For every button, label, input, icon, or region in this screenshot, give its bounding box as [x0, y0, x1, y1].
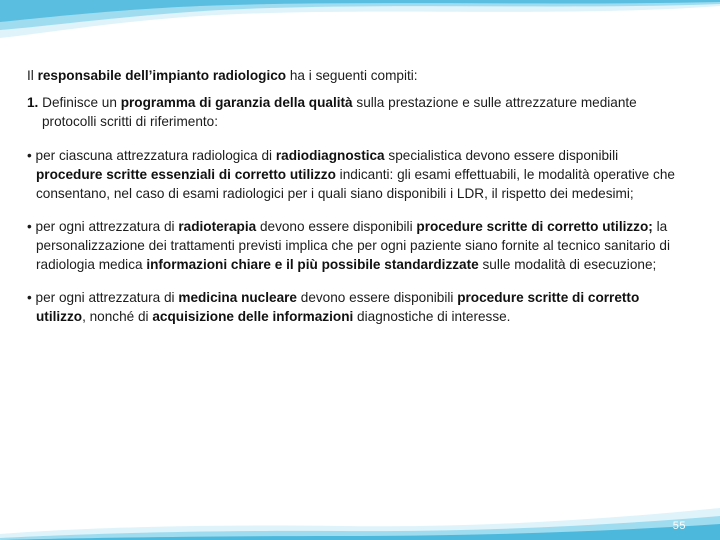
bullet-radioterapia: [27, 217, 677, 274]
bullet-medicina-nucleare: [27, 288, 677, 326]
point-bold-1: programma di garanzia della qualità: [120, 95, 353, 110]
bullet-marker: •: [27, 148, 32, 163]
intro-paragraph: [27, 66, 677, 85]
point-number: 1.: [27, 95, 39, 110]
bullet-marker: •: [27, 290, 32, 305]
bullet-text: indicanti: gli esami effettuabili, le modalità operative che consentano, nel caso di esami radiologici per i quali siano disponibili i LDR, il rispetto dei medesimi;: [36, 167, 675, 201]
point-text-2: sulla prestazione e sulle attrezzature mediante protocolli scritti di riferimento:: [42, 95, 637, 129]
bullet-bold: procedure scritte essenziali di corretto utilizzo: [36, 167, 336, 182]
slide-body: [27, 66, 677, 340]
intro-text-end: ha i seguenti compiti:: [286, 68, 418, 83]
bullet-text: per ogni attrezzatura di: [31, 219, 179, 234]
bullet-text: diagnostiche di interesse.: [353, 309, 511, 324]
bullet-bold: acquisizione delle informazioni: [152, 309, 354, 324]
bullet-marker: •: [27, 219, 32, 234]
bullet-text: devono essere disponibili: [296, 290, 458, 305]
page-number: 55: [672, 520, 686, 532]
bullet-text: specialistica devono essere disponibili: [384, 148, 619, 163]
bullet-text: per ciascuna attrezzatura radiologica di: [31, 148, 276, 163]
bullet-bold: medicina nucleare: [178, 290, 297, 305]
bottom-wave-decoration: [0, 506, 720, 540]
intro-text-start: Il: [27, 68, 38, 83]
bullet-text: devono essere disponibili: [256, 219, 417, 234]
bullet-bold: informazioni chiare e il più possibile standardizzate: [146, 257, 479, 272]
intro-bold-subject: responsabile dell’impianto radiologico: [37, 68, 287, 83]
bullet-text: la personalizzazione dei trattamenti previsti implica che per ogni paziente siano fornite al tecnico sanitario di radiologia medica: [36, 219, 670, 272]
bullet-radiodiagnostica: [27, 146, 677, 203]
numbered-point-1: [27, 93, 677, 131]
bullet-text: , nonché di: [82, 309, 153, 324]
bullet-bold: procedure scritte di corretto utilizzo: [36, 290, 640, 324]
bullet-bold: radiodiagnostica: [275, 148, 385, 163]
bullet-bold: procedure scritte di corretto utilizzo;: [416, 219, 653, 234]
bullet-text: per ogni attrezzatura di: [31, 290, 179, 305]
point-text-1: Definisce un: [38, 95, 121, 110]
bullet-bold: radioterapia: [178, 219, 257, 234]
top-wave-decoration: [0, 0, 720, 40]
bullet-text: sulle modalità di esecuzione;: [478, 257, 657, 272]
